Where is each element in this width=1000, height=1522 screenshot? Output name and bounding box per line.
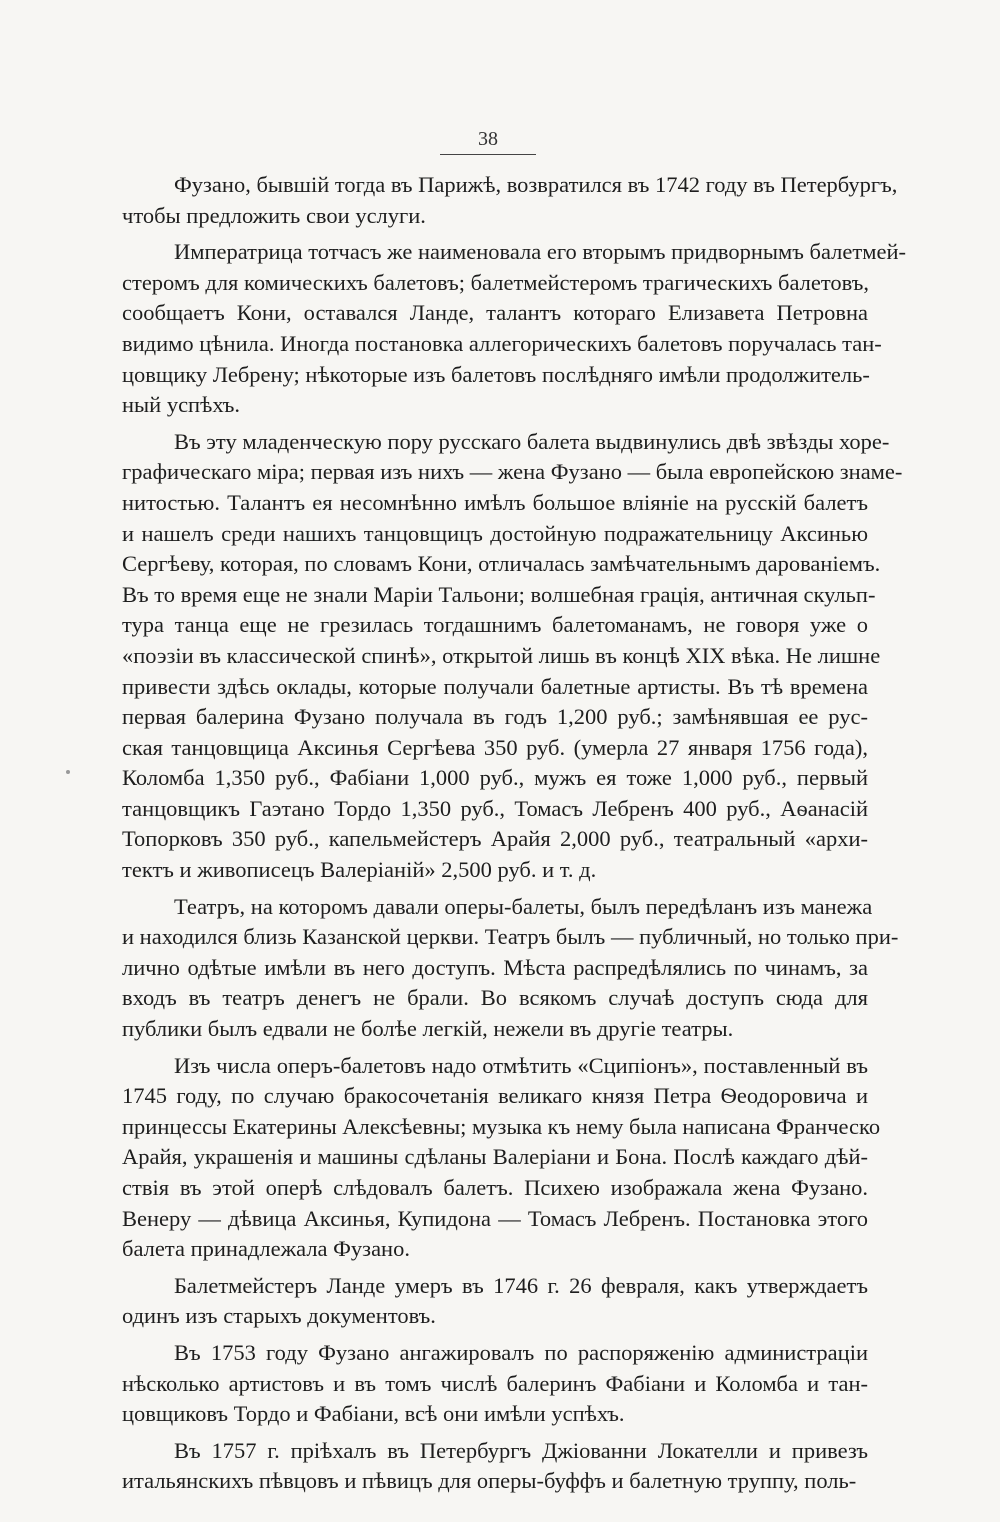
text-line: и нашелъ среди нашихъ танцовщицъ достойную подражательницу Аксинью [122, 520, 868, 546]
text-line: Арайя, украшенія и машины сдѣланы Валеріани и Бона. Послѣ каждаго дѣй- [122, 1144, 868, 1170]
text-line: ская танцовщица Аксинья Сергѣева 350 руб. (умерла 27 января 1756 года), [122, 734, 868, 760]
text-line: одинъ изъ старыхъ документовъ. [122, 1303, 436, 1329]
text-line: цовщиковъ Тордо и Фабіани, всѣ они имѣли успѣхъ. [122, 1401, 625, 1427]
text-line: стеромъ для комическихъ балетовъ; балетмейстеромъ трагическихъ балетовъ, [122, 269, 869, 295]
text-line: Топорковъ 350 руб., капельмейстеръ Арайя 2,000 руб., театральный «архи- [122, 826, 868, 852]
text-line: нѣсколько артистовъ и въ томъ числѣ балеринъ Фабіани и Коломба и тан- [122, 1370, 868, 1396]
text-line: и находился близь Казанской церкви. Театръ былъ — публичный, но только при- [122, 924, 899, 950]
text-line: итальянскихъ пѣвцовъ и пѣвицъ для оперы-буффъ и балетную труппу, поль- [122, 1468, 857, 1494]
text-line: видимо цѣнила. Иногда постановка аллегорическихъ балетовъ поручалась тан- [122, 330, 882, 356]
text-line: Въ 1753 году Фузано ангажировалъ по распоряженію администраціи [174, 1339, 868, 1365]
paragraph [122, 237, 906, 421]
text-line: чтобы предложить свои услуги. [122, 202, 426, 228]
text-line: 1745 году, по случаю бракосочетанія великаго князя Петра Ѳеодоровича и [122, 1083, 868, 1109]
text-line: Въ то время еще не знали Маріи Тальони; волшебная грація, античная скульп- [122, 581, 876, 607]
text-line: цовщику Лебрену; нѣкоторые изъ балетовъ послѣдняго имѣли продолжитель- [122, 361, 870, 387]
paragraph [122, 1051, 881, 1265]
text-line: входъ въ театръ денегъ не брали. Во всякомъ случаѣ доступъ сюда для [122, 985, 868, 1011]
text-line: привести здѣсь оклады, которые получали балетные артисты. Въ тѣ времена [122, 673, 868, 699]
text-line: лично одѣтые имѣли въ него доступъ. Мѣста распредѣлялись по чинамъ, за [122, 954, 868, 980]
text-line: нитостью. Талантъ ея несомнѣнно имѣлъ большое вліяніе на русскій балетъ [122, 489, 868, 515]
text-line: Балетмейстеръ Ланде умеръ въ 1746 г. 26 февраля, какъ утверждаетъ [174, 1272, 868, 1298]
text-line: графическаго міра; первая изъ нихъ — жена Фузано — была европейскою знаме- [122, 459, 903, 485]
text-line: Фузано, бывшій тогда въ Парижѣ, возвратился въ 1742 году въ Петербургъ, [174, 172, 898, 197]
paragraph [122, 1338, 868, 1430]
text-line: принцессы Екатерины Алексѣевны; музыка къ нему была написана Франческо [122, 1113, 881, 1139]
paragraph [122, 1436, 868, 1497]
text-line: тектъ и живописецъ Валеріаній» 2,500 руб. и т. д. [122, 857, 597, 883]
text-line: Театръ, на которомъ давали оперы-балеты, былъ передѣланъ изъ манежа [174, 893, 873, 919]
text-line: Коломба 1,350 руб., Фабіани 1,000 руб., мужъ ея тоже 1,000 руб., первый [122, 765, 868, 791]
paragraph [122, 1271, 868, 1332]
text-line: ный успѣхъ. [122, 392, 240, 418]
page-number: 38 [478, 128, 498, 150]
text-line: Сергѣеву, которая, по словамъ Кони, отличалась замѣчательнымъ дарованіемъ. [122, 551, 881, 577]
text-line: «поэзіи въ классической спинѣ», открытой лишь въ концѣ XIX вѣка. Не лишне [122, 642, 881, 668]
text-line: публики былъ едвали не болѣе легкій, нежели въ другіе театры. [122, 1016, 734, 1042]
text-line: Венеру — дѣвица Аксинья, Купидона — Томасъ Лебренъ. Постановка этого [122, 1205, 868, 1231]
text-line: тура танца еще не грезилась тогдашнимъ балетоманамъ, не говоря уже о [122, 612, 868, 638]
text-line: Императрица тотчасъ же наименовала его вторымъ придворнымъ балетмей- [174, 239, 906, 265]
margin-speck [66, 770, 70, 774]
body-text [122, 170, 906, 1503]
text-line: Въ эту младенческую пору русскаго балета выдвинулись двѣ звѣзды хоре- [174, 428, 890, 454]
paragraph [122, 170, 898, 231]
paragraph [122, 892, 899, 1045]
text-line: сообщаетъ Кони, оставался Ланде, талантъ котораго Елизавета Петровна [122, 300, 868, 326]
text-line: танцовщикъ Гаэтано Тордо 1,350 руб., Томасъ Лебренъ 400 руб., Аѳанасій [122, 795, 868, 821]
text-line: Въ 1757 г. пріѣхалъ въ Петербургъ Джіованни Локателли и привезъ [174, 1437, 868, 1463]
text-line: ствія въ этой оперѣ слѣдовалъ балетъ. Психею изображала жена Фузано. [122, 1175, 868, 1200]
text-line: Изъ числа оперъ-балетовъ надо отмѣтить «Сципіонъ», поставленный въ [174, 1052, 868, 1078]
page-number-rule [440, 154, 536, 155]
text-line: балета принадлежала Фузано. [122, 1236, 410, 1262]
paragraph [122, 427, 903, 886]
text-line: первая балерина Фузано получала въ годъ 1,200 руб.; замѣнявшая ее рус- [122, 704, 868, 730]
